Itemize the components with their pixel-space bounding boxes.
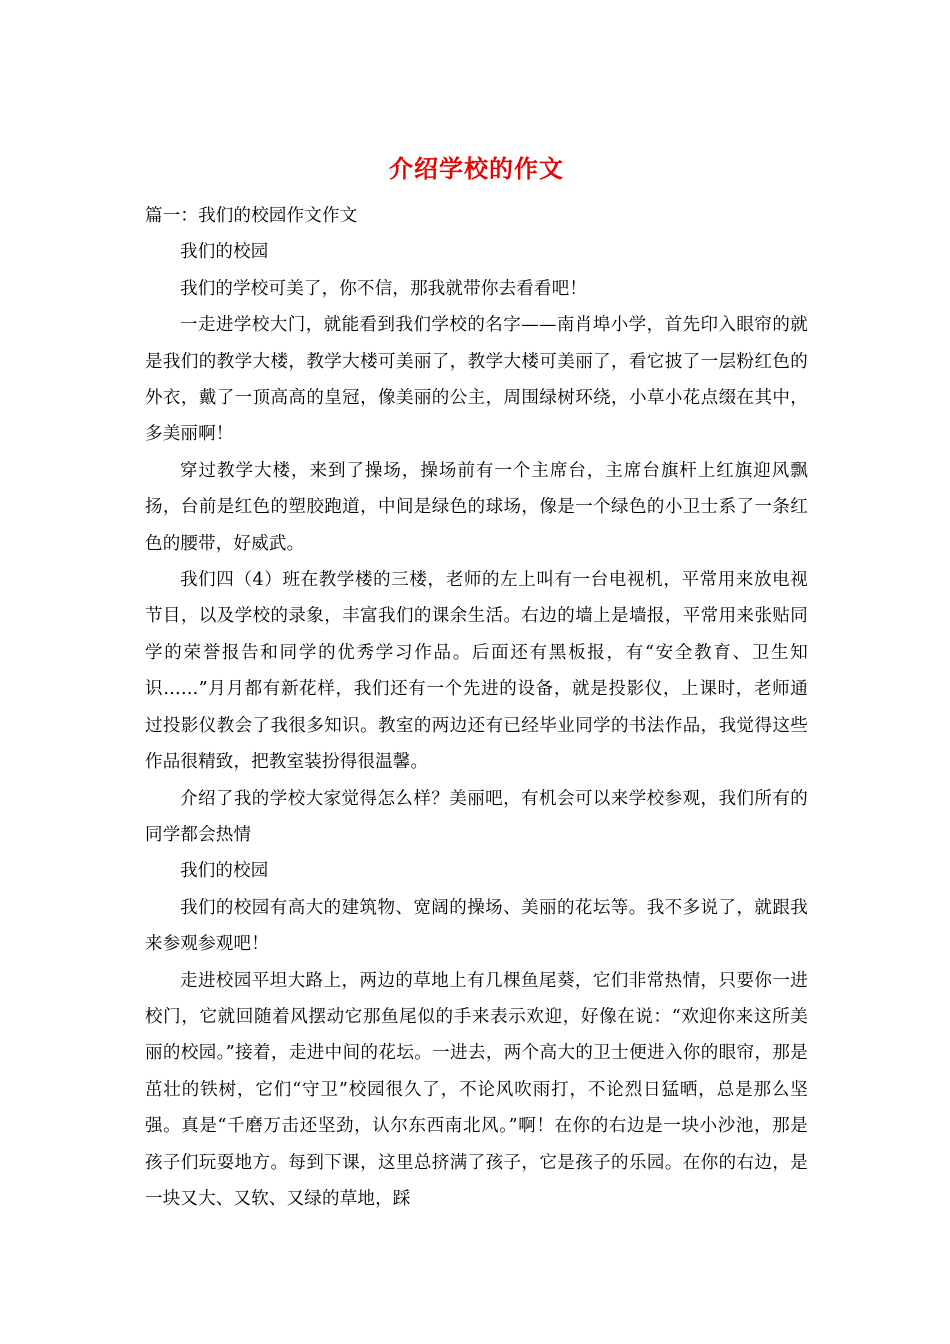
- paragraph: 走进校园平坦大路上，两边的草地上有几棵鱼尾葵，它们非常热情，只要你一进校门，它就回随着风摆动它那鱼尾似的手来表示欢迎，好像在说：“欢迎你来这所美丽的校园。”接着，走进中间的花坛。一进去，两个高大的卫士便进入你的眼帘，那是茁壮的铁树，它们“守卫”校园很久了，不论风吹雨打，不论烈日猛晒，总是那么坚强。真是“千磨万击还坚劲，认尔东西南北风。”啊！在你的右边是一块小沙池，那是孩子们玩耍地方。每到下课，这里总挤满了孩子，它是孩子的乐园。在你的右边，是一块又大、又软、又绿的草地，踩: [145, 970, 808, 1209]
- paragraph: 介绍了我的学校大家觉得怎么样？美丽吧，有机会可以来学校参观，我们所有的同学都会热情: [145, 788, 808, 845]
- paragraph: 一走进学校大门，就能看到我们学校的名字——南肖埠小学，首先印入眼帘的就是我们的教学大楼，教学大楼可美丽了，教学大楼可美丽了，看它披了一层粉红色的外衣，戴了一顶高高的皇冠，像美丽的公主，周围绿树环绕，小草小花点缀在其中，多美丽啊！: [145, 315, 808, 445]
- paragraph-subtitle: 我们的校园: [180, 242, 269, 263]
- paragraph: 我们的校园有高大的建筑物、宽阔的操场、美丽的花坛等。我不多说了，就跟我来参观参观吧！: [145, 897, 808, 955]
- paragraph: 穿过教学大楼，来到了操场，操场前有一个主席台，主席台旗杆上红旗迎风飘扬，台前是红色的塑胶跑道，中间是绿色的球场，像是一个绿色的小卫士系了一条红色的腰带，好威武。: [145, 460, 808, 554]
- paragraph-subtitle: 我们的校园: [180, 861, 269, 882]
- paragraph-section-heading: 篇一：我们的校园作文作文: [145, 206, 358, 226]
- paragraph: 我们的学校可美了，你不信，那我就带你去看看吧！: [180, 278, 588, 299]
- document-title: 介绍学校的作文: [389, 154, 564, 183]
- paragraph: 我们四（4）班在教学楼的三楼，老师的左上叫有一台电视机，平常用来放电视节目，以及学校的录象，丰富我们的课余生活。右边的墙上是墙报，平常用来张贴同学的荣誉报告和同学的优秀学习作品。后面还有黑板报，有“安全教育、卫生知识……”月月都有新花样，我们还有一个先进的设备，就是投影仪，上课时，老师通过投影仪教会了我很多知识。教室的两边还有已经毕业同学的书法作品，我觉得这些作品很精致，把教室装扮得很温馨。: [145, 570, 808, 773]
- article-body: [145, 198, 808, 1217]
